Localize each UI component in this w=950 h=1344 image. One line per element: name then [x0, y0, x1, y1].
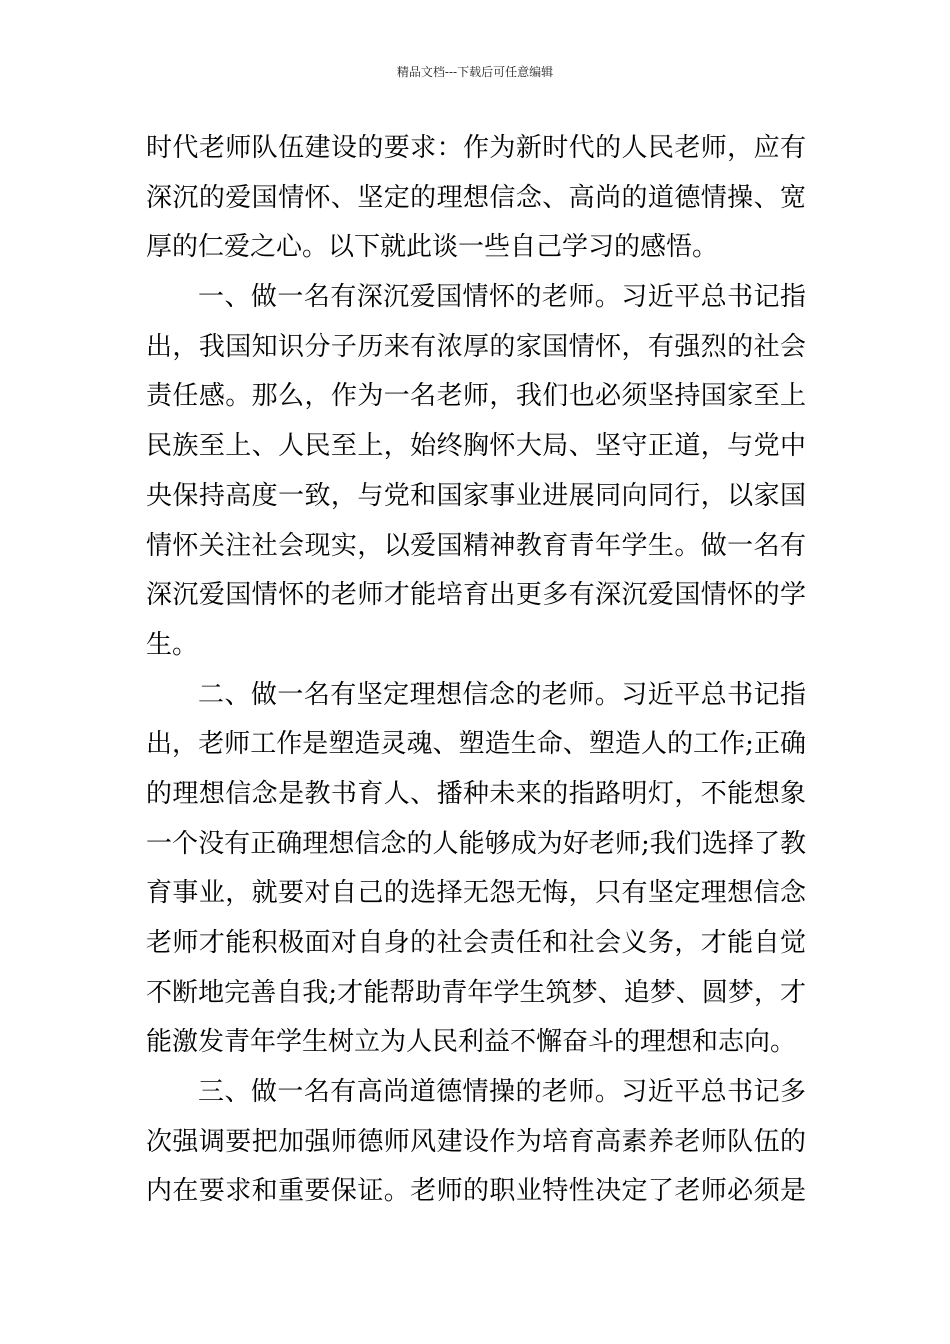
text-line: 次强调要把加强师德师风建设作为培育高素养老师队伍的 [146, 1126, 806, 1157]
text-line: 出，老师工作是塑造灵魂、塑造生命、塑造人的工作;正确 [146, 729, 806, 760]
text-line: 能激发青年学生树立为人民利益不懈奋斗的理想和志向。 [146, 1027, 797, 1058]
text-line: 时代老师队伍建设的要求：作为新时代的人民老师，应有 [146, 133, 806, 163]
text-line: 出，我国知识分子历来有浓厚的家国情怀，有强烈的社会 [146, 331, 806, 362]
text-line: 深沉的爱国情怀、坚定的理想信念、高尚的道德情操、宽 [146, 182, 806, 213]
text-line: 的理想信念是教书育人、播种未来的指路明灯，不能想象 [146, 778, 806, 809]
body-text [146, 124, 806, 1217]
text-line: 央保持高度一致，与党和国家事业进展同向同行，以家国 [146, 480, 806, 511]
paragraph-start-line: 三、做一名有高尚道德情操的老师。习近平总书记多 [198, 1077, 806, 1108]
text-line: 内在要求和重要保证。老师的职业特性决定了老师必须是 [146, 1176, 806, 1207]
text-line: 深沉爱国情怀的老师才能培育出更多有深沉爱国情怀的学 [146, 580, 806, 611]
page-header: 精品文档---下载后可任意编辑 [396, 65, 554, 79]
text-line: 育事业，就要对自己的选择无怨无悔，只有坚定理想信念 [146, 878, 806, 909]
text-line: 老师才能积极面对自身的社会责任和社会义务，才能自觉 [146, 928, 806, 958]
paragraph-start-line: 二、做一名有坚定理想信念的老师。习近平总书记指 [198, 679, 806, 710]
text-line: 责任感。那么，作为一名老师，我们也必须坚持国家至上 [146, 381, 806, 412]
text-line: 情怀关注社会现实，以爱国精神教育青年学生。做一名有 [146, 530, 806, 561]
text-line: 一个没有正确理想信念的人能够成为好老师;我们选择了教 [146, 828, 806, 859]
paragraph-start-line: 一、做一名有深沉爱国情怀的老师。习近平总书记指 [198, 282, 806, 313]
text-line: 民族至上、人民至上，始终胸怀大局、坚守正道，与党中 [146, 431, 806, 462]
text-line: 厚的仁爱之心。以下就此谈一些自己学习的感悟。 [146, 232, 719, 263]
text-line: 生。 [146, 629, 199, 660]
text-line: 不断地完善自我;才能帮助青年学生筑梦、追梦、圆梦，才 [146, 977, 806, 1008]
